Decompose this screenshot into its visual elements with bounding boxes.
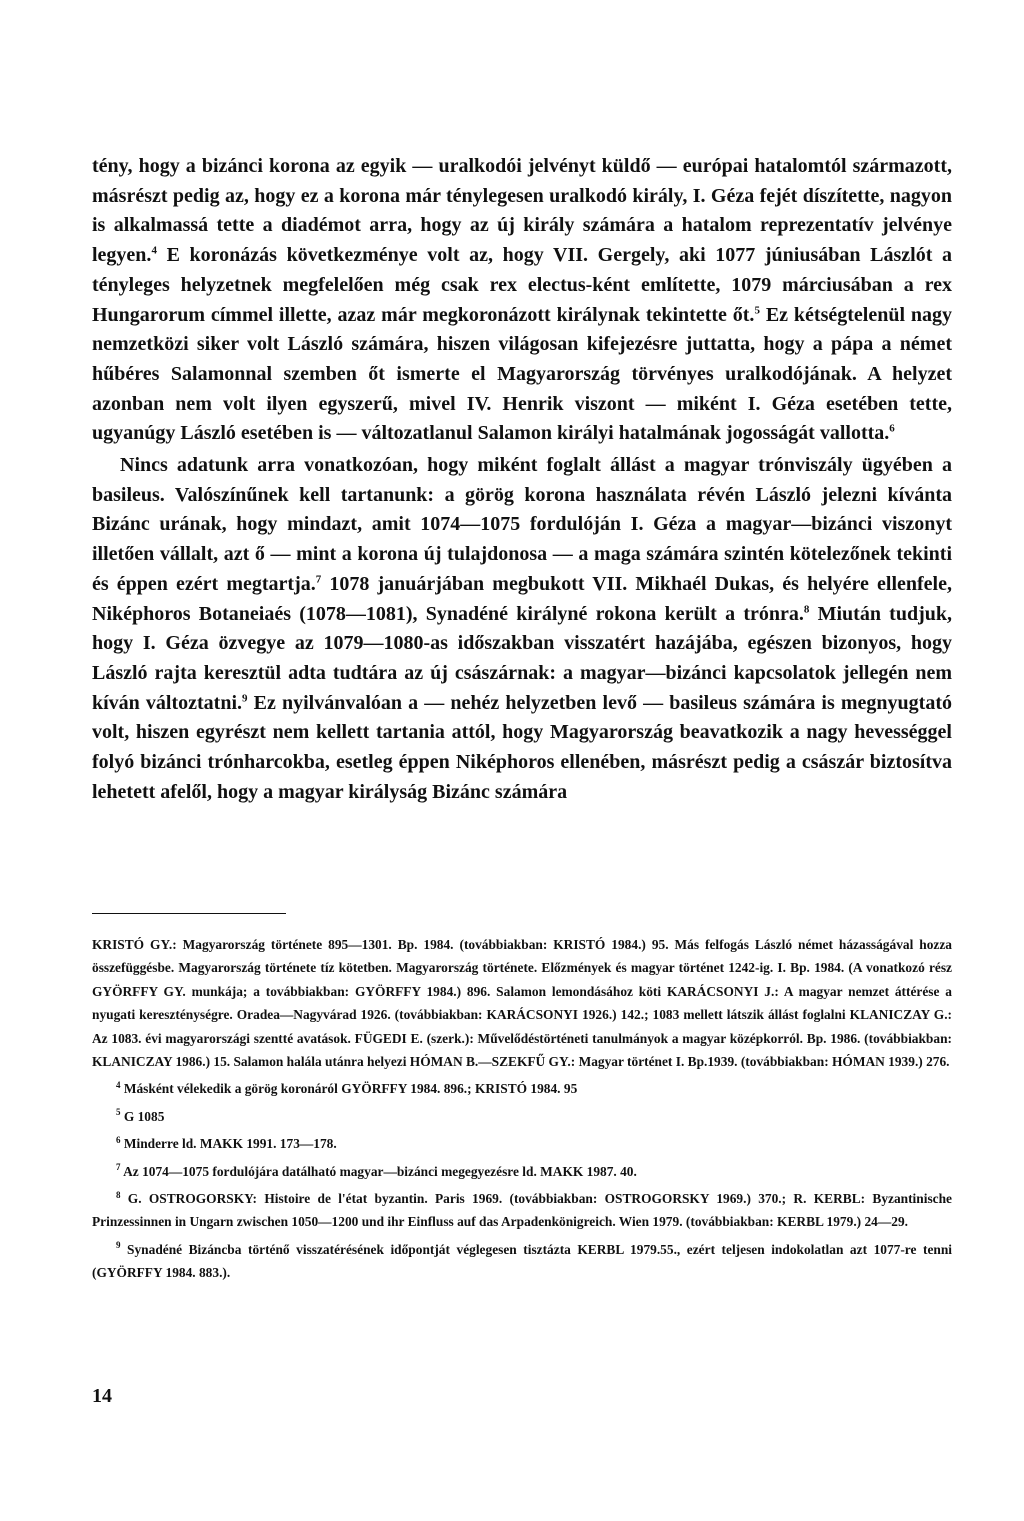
footnote: $^4$ Másként vélekedik a görög koronáról GYÖRFFY 1984. 896.; KRISTÓ 1984. 95 (116, 1079, 578, 1097)
body-text: Ez nyilvánvalóan a — nehéz helyzetben levő — basileus számára is megnyugtató volt, hiszen egyrészt nem kellett tartania attól, hogy Magyarország beavatkozik a nagy hevességgel folyó bizánci trónharcokba, esetleg éppen Niképhoros ellenében, másrészt pedig a császár biztosítva lehetett afelől, hogy a magyar királyság Bizánc számára (92, 691, 952, 803)
footnote: $^8$ G. OSTROGORSKY: Histoire de l'état byzantin. Paris 1969. (továbbiakban: OSTROGORSKY 1969.) 370.; R. KERBL: Byzantinische Prinzessinnen in Ungarn zwischen 1050—1200 und ihr Einfluss auf das Arpadenkönigreich. Wien 1979. (továbbiakban: KERBL 1979.) 24—29. (92, 1189, 952, 1230)
footnote-text: G. OSTROGORSKY: Histoire de l'état byzantin. Paris 1969. (továbbiakban: OSTROGORSKY 1969.) 370.; R. KERBL: Byzantinische Prinzessinnen in Ungarn zwischen 1050—1200 und ihr Einfluss auf das Arpadenkönigreich. Wien 1979. (továbbiakban: KERBL 1979.) 24—29. (92, 1191, 952, 1230)
footnote-reference: 7 (315, 573, 322, 586)
main-text (92, 152, 952, 807)
footnote: $^7$ Az 1074—1075 fordulójára datálható magyar—bizánci megegyezésre ld. MAKK 1987. 40. (116, 1162, 637, 1179)
body-text: E koronázás következménye volt az, hogy VII. Gergely, aki 1077 júniusában Lászlót a tényleges helyzetnek megfelelően még csak rex electus-ként említette, 1079 márciusában a rex Hungarorum címmel illette, azaz már megkoronázott királynak tekintette őt. (92, 244, 952, 326)
body-text: Nincs adatunk arra vonatkozóan, hogy miként foglalt állást a magyar trónviszály ügyében a basileus. Valószínűnek kell tartanunk: a görög korona használata révén László jelezni kívánta Bizánc urának, hogy mindazt, amit 1074—1075 fordulóján I. Géza a magyar—bizánci viszonyt illetően vállalt, azt ő — mint a korona új tulajdonosa — a maga számára szintén kötelezőnek tekinti és éppen ezért megtartja. (92, 454, 952, 595)
footnote-text: Minderre ld. MAKK 1991. 173—178. (120, 1136, 337, 1152)
body-text: Miután tudjuk, hogy I. Géza özvegye az 1079—1080-as időszakban visszatért hazájába, egészen bizonyos, hogy László rajta keresztül adta tudtára az új császárnak: a magyar—bizánci kapcsolatok jellegén nem kíván változtatni. (92, 602, 952, 714)
footnote: $^5$ G 1085 (116, 1107, 165, 1124)
footnote-reference: 5 (754, 303, 760, 316)
body-text: tény, hogy a bizánci korona az egyik — uralkodói jelvényt küldő — európai hatalomtól származott, másrészt pedig az, hogy ez a korona már ténylegesen uralkodó király, I. Géza fejét díszítette, nagyon is alkalmassá tette a diadémot arra, hogy az új király számára a hatalom reprezentatív jelvénye legyen. (92, 155, 952, 267)
body-paragraph (92, 152, 952, 449)
footnote-separator (92, 913, 286, 914)
footnotes (92, 933, 952, 1285)
footnote-text: Synadéné Bizáncba történő visszatérésének időpontját véglegesen tisztázta KERBL 1979.55., ezért teljesen indokolatlan azt 1077-re tenni (GYÖRFFY 1984. 883.). (92, 1241, 952, 1281)
footnote (92, 933, 952, 1073)
footnote-text: KRISTÓ GY.: Magyarország története 895—1301. Bp. 1984. (továbbiakban: KRISTÓ 1984.) 95. Más felfogás László német házasságával hozza összefüggésbe. Magyarország története tíz kötetben. Magyarország története. Előzmények és magyar történet 1242-ig. I. Bp. 1984. (A vonatkozó rész GYÖRFFY GY. munkája; a továbbiakban: GYÖRFFY 1984.) 896. Salamon lemondásához köti KARÁCSONYI J.: A magyar nemzet áttérése a nyugati kereszténységre. Oradea—Nagyvárad 1926. (továbbiakban: KARÁCSONYI 1926.) 142.; 1083 mellett látszik állást foglalni KLANICZAY G.: Az 1083. évi magyarországi szentté avatások. FÜGEDI E. (szerk.): Művelődéstörténeti tanulmányok a magyar középkorról. Bp. 1986. (továbbiakban: KLANICZAY 1986.) 15. Salamon halála utánra helyezi HÓMAN B.—SZEKFŰ GY.: Magyar történet I. Bp.1939. (továbbiakban: HÓMAN 1939.) 276. (92, 937, 952, 1070)
footnote-text: Másként vélekedik a görög koronáról GYÖRFFY 1984. 896.; KRISTÓ 1984. 95 (120, 1081, 578, 1097)
footnote-reference: 9 (242, 692, 248, 704)
footnote: $^6$ Minderre ld. MAKK 1991. 173—178. (116, 1134, 337, 1152)
footnote-reference: 4 (151, 244, 157, 257)
footnote-reference: 8 (803, 602, 810, 615)
footnote-reference: 6 (889, 422, 895, 435)
body-paragraph (92, 451, 952, 807)
footnote: $^9$ Synadéné Bizáncba történő visszatérésének időpontját véglegesen tisztázta KERBL 1979.55., ezért teljesen indokolatlan azt 1077-re tenni (GYÖRFFY 1984. 883.). (92, 1240, 952, 1281)
footnote-text: G 1085 (120, 1108, 165, 1124)
body-text: 1078 januárjában megbukott VII. Mikhaél Dukas, és helyére ellenfele, Niképhoros Botaneiaés (1078—1081), Synadéné királyné rokona került a trónra. (92, 572, 952, 625)
page-number: 14 (92, 1385, 112, 1407)
footnote-text: Az 1074—1075 fordulójára datálható magyar—bizánci megegyezésre ld. MAKK 1987. 40. (120, 1163, 637, 1179)
body-text: Ez kétségtelenül nagy nemzetközi siker volt László számára, hiszen világosan kifejezésre juttatta, hogy a pápa a német hűbéres Salamonnal szemben őt ismerte el Magyarország törvényes uralkodójának. A helyzet azonban nem volt ilyen egyszerű, mivel IV. Henrik viszont — miként I. Géza esetében tette, ugyanúgy László esetében is — változatlanul Salamon királyi hatalmának jogosságát vallotta. (92, 303, 952, 445)
